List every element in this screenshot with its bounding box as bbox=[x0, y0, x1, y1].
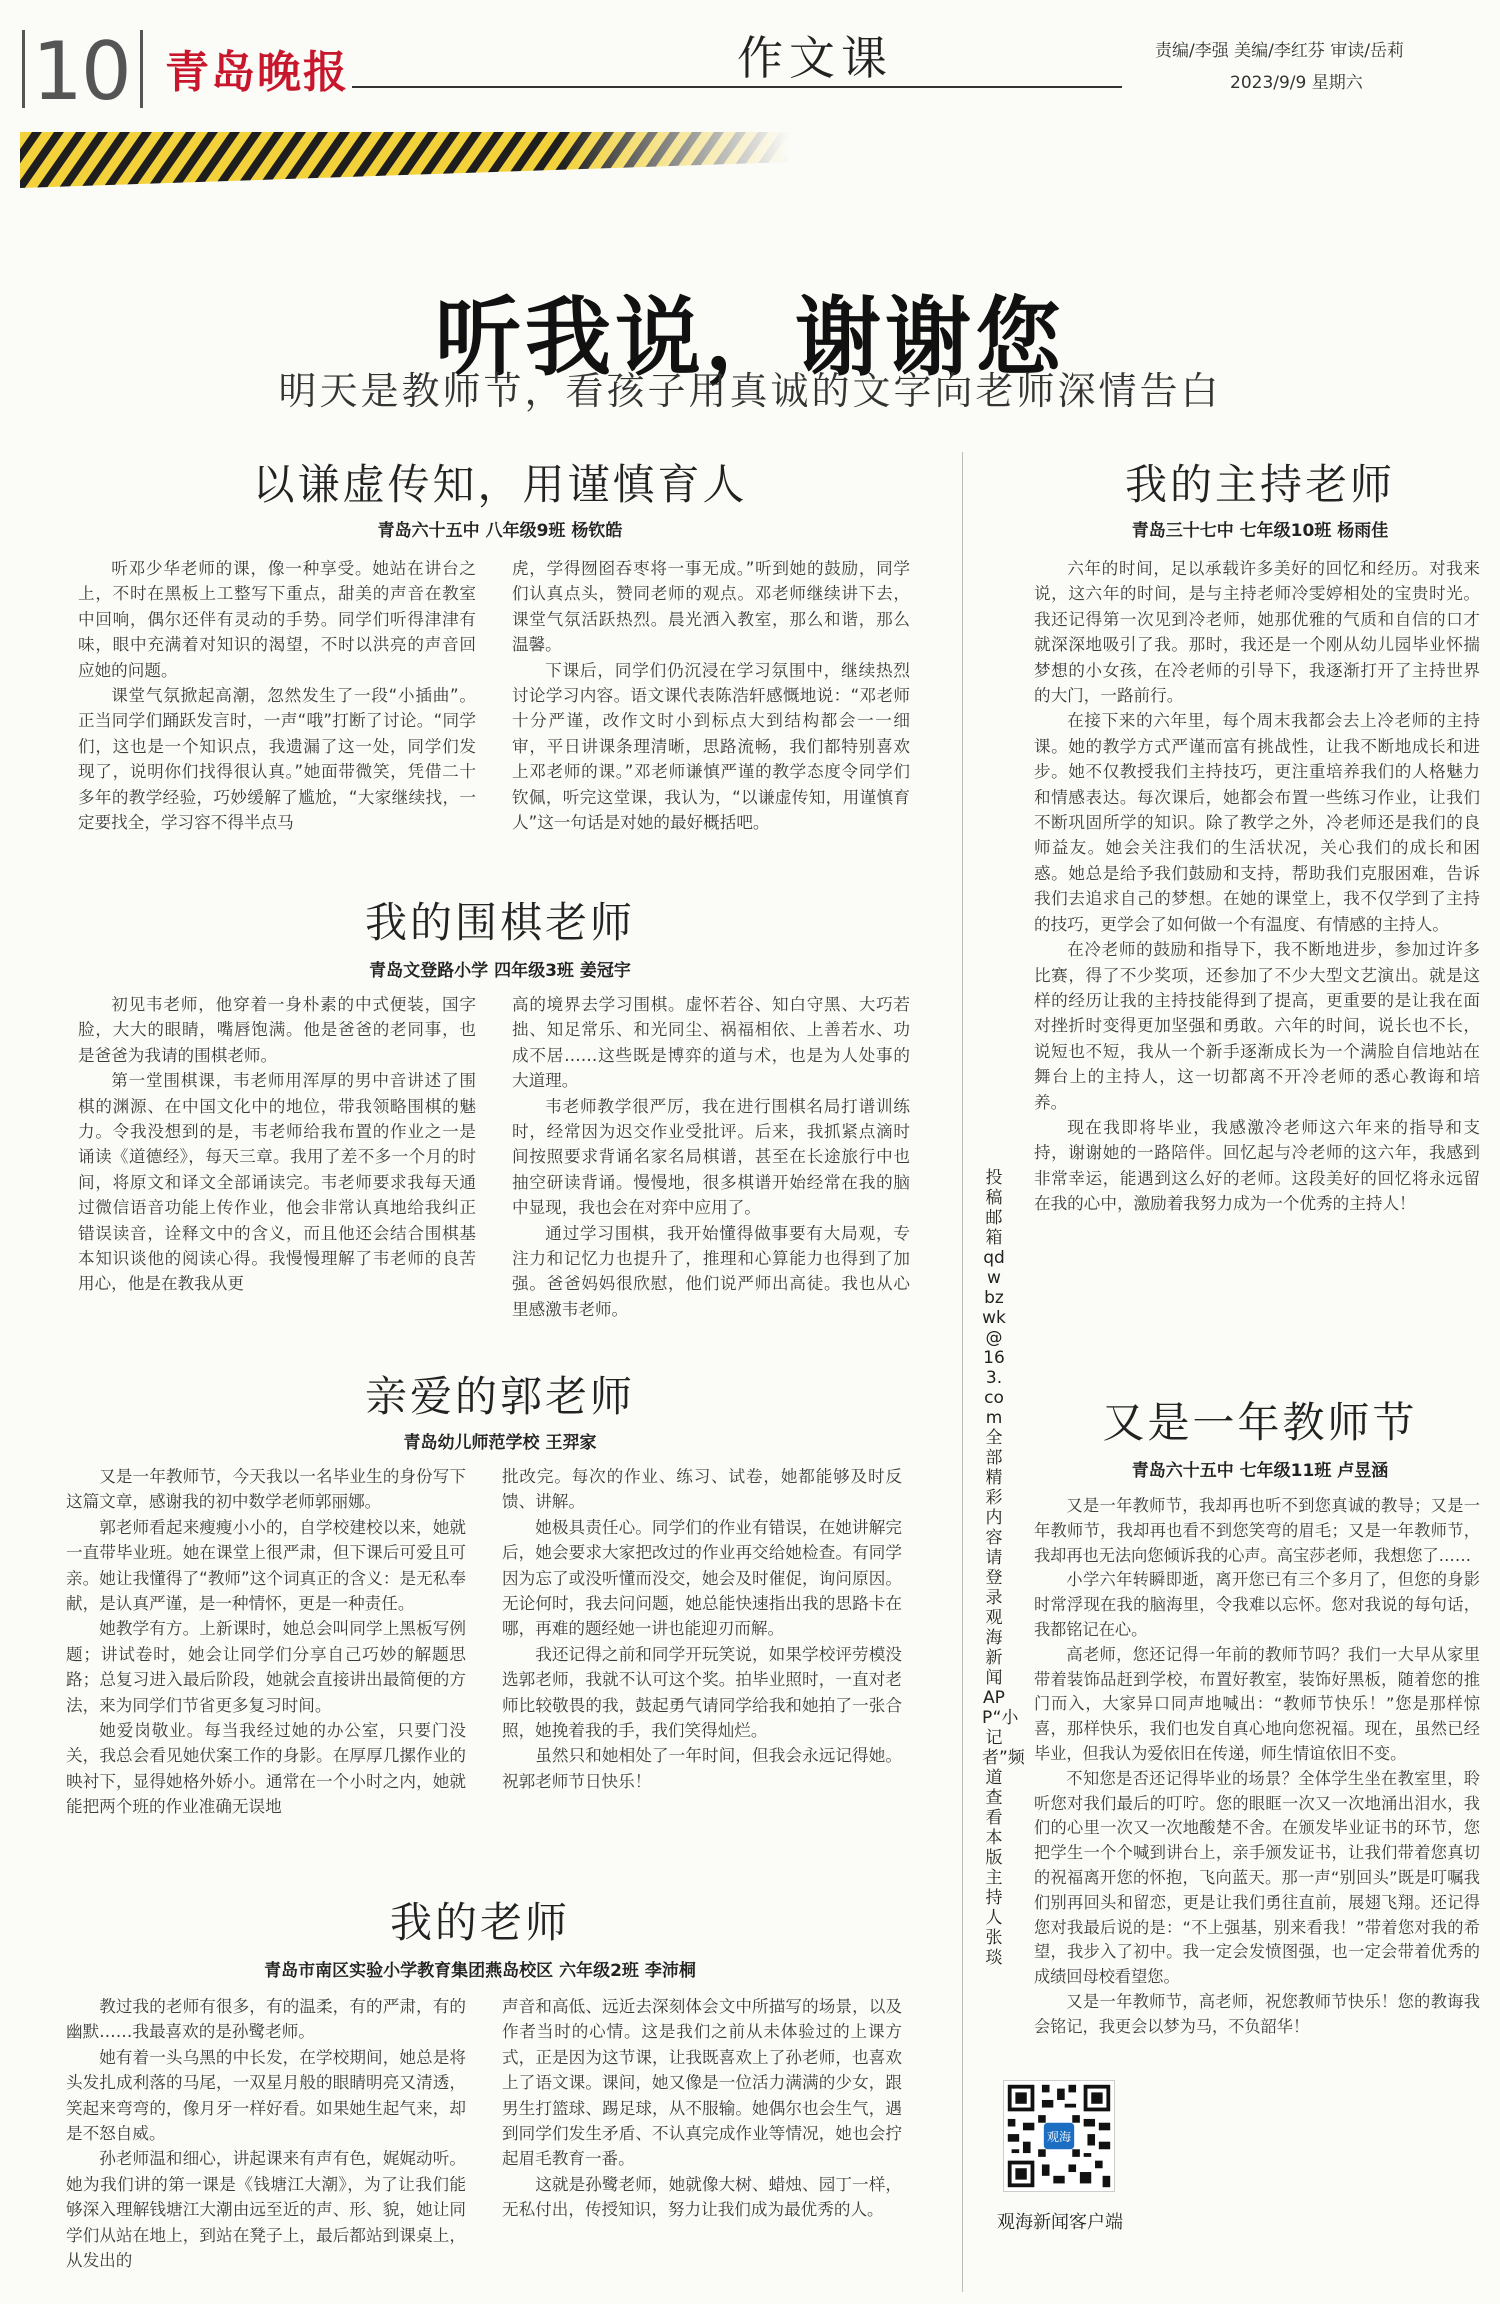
article-body-col1 bbox=[66, 1994, 466, 2294]
header-divider-left bbox=[22, 30, 25, 108]
article-byline: 青岛文登路小学 四年级3班 姜冠宇 bbox=[369, 961, 631, 981]
editor-credits: 责编/李强 美编/李红芬 审读/岳莉 bbox=[1155, 41, 1404, 61]
paragraph: 批改完。每次的作业、练习、试卷，她都能够及时反馈、讲解。 bbox=[502, 1467, 902, 1512]
paragraph: 这就是孙鹭老师，她就像大树、蜡烛、园丁一样，无私付出，传授知识，努力让我们成为最优秀的人。 bbox=[502, 2174, 902, 2220]
paragraph: 她极具责任心。同学们的作业有错误，在她讲解完后，她会要求大家把改过的作业再交给她检查。有同学因为忘了或没听懂而没交，她会及时催促，询问原因。无论何时，我去问问题，她总能快速指出我的思路卡在哪，再难的题经她一讲也能迎刃而解。 bbox=[502, 1517, 902, 1639]
article-title: 我的围棋老师 bbox=[364, 898, 635, 947]
paragraph: 不知您是否还记得毕业的场景？全体学生坐在教室里，聆听您对我们最后的叮咛。您的眼眶一次又一次地涌出泪水，我们的心里一次又一次地酸楚不舍。在颁发毕业证书的环节，您把学生一个个喊到讲台上，亲手颁发证书，让我们带着您真切的祝福离开您的怀抱，飞向蓝天。那一声“别回头”既是叮嘱我们别再回头和留恋，更是让我们勇往直前，展翅飞翔。还记得您对我最后说的是：“不上强基，别来看我！”带着您对我的希望，我步入了初中。我一定会发愤图强，也一定会带着优秀的成绩回母校看望您。 bbox=[1034, 1768, 1480, 1987]
sub-headline: 明天是教师节，看孩子用真诚的文字向老师深情告白 bbox=[278, 369, 1222, 413]
paragraph: 她教学有方。上新课时，她总会叫同学上黑板写例题；讲试卷时，她会让同学们分享自己巧妙的解题思路；总复习进入最后阶段，她就会直接讲出最简便的方法，来为同学们节省更多复习时间。 bbox=[66, 1619, 466, 1715]
paragraph: 孙老师温和细心，讲起课来有声有色，娓娓动听。她为我们讲的第一课是《钱塘江大潮》，为了让我们能够深入理解钱塘江大潮由远至近的声、形、貌，她让同学们从站在地上，到站在凳子上，最后都站到课桌上，从发出的 bbox=[66, 2149, 466, 2271]
paragraph: 她爱岗敬业。每当我经过她的办公室，只要门没关，我总会看见她伏案工作的身影。在厚厚几摞作业的映衬下，显得她格外娇小。通常在一个小时之内，她就能把两个班的作业准确无误地 bbox=[66, 1721, 466, 1817]
header-divider-right bbox=[140, 30, 143, 108]
article-byline: 青岛市南区实验小学教育集团燕岛校区 六年级2班 李沛桐 bbox=[264, 1961, 696, 1981]
article-byline: 青岛六十五中 七年级11班 卢昱涵 bbox=[1131, 1461, 1389, 1481]
article-body-col2 bbox=[512, 556, 910, 838]
paragraph: 课堂气氛掀起高潮，忽然发生了一段“小插曲”。正当同学们踊跃发言时，一声“哦”打断了讨论。“同学们，这也是一个知识点，我遗漏了这一处，同学们发现了，说明你们找得很认真。”她面带微笑，凭借二十多年的教学经验，巧妙缓解了尴尬，“大家继续找，一定要找全，学习容不得半点马 bbox=[78, 686, 476, 833]
paragraph: 声音和高低、远近去深刻体会文中所描写的场景，以及作者当时的心情。这是我们之前从未体验过的上课方式，正是因为这节课，让我既喜欢上了孙老师，也喜欢上了语文课。课间，她又像是一位活力满满的少女，跟男生打篮球、踢足球，从不服输。她偶尔也会生气，遇到同学们发生矛盾、不认真完成作业等情况，她也会拧起眉毛教育一番。 bbox=[502, 1997, 902, 2169]
article-title: 亲爱的郭老师 bbox=[364, 1372, 635, 1421]
paragraph: 通过学习围棋，我开始懂得做事要有大局观，专注力和记忆力也提升了，推理和心算能力也得到了加强。爸爸妈妈很欣慰，他们说严师出高徒。我也从心里感激韦老师。 bbox=[512, 1223, 910, 1319]
paragraph: 六年的时间，足以承载许多美好的回忆和经历。对我来说，这六年的时间，是与主持老师冷雯婷相处的宝贵时光。我还记得第一次见到冷老师，她那优雅的气质和自信的口才就深深地吸引了我。那时，我还是一个刚从幼儿园毕业怀揣梦想的小女孩，在冷老师的引导下，我逐渐打开了主持世界的大门，一路前行。 bbox=[1034, 559, 1480, 706]
page-number: 10 bbox=[32, 25, 130, 118]
qr-caption: 观海新闻客户端 bbox=[997, 2212, 1123, 2233]
article-byline: 青岛三十七中 七年级10班 杨雨佳 bbox=[1131, 521, 1389, 541]
article-byline: 青岛幼儿师范学校 王羿家 bbox=[403, 1433, 597, 1453]
submission-note: 投稿邮箱qdwbzwk@163.com全部精彩内容请登录观海新闻APP“小记者”频道查看 本版主持人 张琰 bbox=[982, 1168, 1025, 1968]
section-title: 作文课 bbox=[737, 31, 893, 85]
article-body-col1 bbox=[1034, 556, 1480, 1356]
paragraph: 现在我即将毕业，我感激冷老师这六年来的指导和支持，谢谢她的一路陪伴。回忆起与冷老师的这六年，我感到非常幸运，能遇到这么好的老师。这段美好的回忆将永远留在我的心中，激励着我努力成为一个优秀的主持人！ bbox=[1034, 1117, 1480, 1214]
column-separator bbox=[962, 452, 963, 2292]
paragraph: 她有着一头乌黑的中长发，在学校期间，她总是将头发扎成利落的马尾，一双星月般的眼睛明亮又清透，笑起来弯弯的，像月牙一样好看。如果她生起气来，却是不怒自威。 bbox=[66, 2047, 466, 2144]
paragraph: 第一堂围棋课，韦老师用浑厚的男中音讲述了围棋的渊源、在中国文化中的地位，带我领略围棋的魅力。令我没想到的是，韦老师给我布置的作业之一是诵读《道德经》，每天三章。我用了差不多一个月的时间，将原文和译文全部诵读完。韦老师要求我每天通过微信语音功能上传作业，他会非常认真地给我纠正错误读音，诠释文中的含义，而且他还会结合围棋基本知识谈他的阅读心得。我慢慢理解了韦老师的良苦用心，他是在教我从更 bbox=[78, 1071, 476, 1294]
article-title: 又是一年教师节 bbox=[1102, 1398, 1418, 1447]
paragraph: 我还记得之前和同学开玩笑说，如果学校评劳模没选郭老师，我就不认可这个奖。拍毕业照时，一直对老师比较敬畏的我，鼓起勇气请同学给我和她拍了一张合照，她挽着我的手，我们笑得灿烂。 bbox=[502, 1644, 902, 1741]
paragraph: 韦老师教学很严厉，我在进行围棋名局打谱训练时，经常因为迟交作业受批评。后来，我抓紧点滴时间按照要求背诵名家名局棋谱，甚至在长途旅行中也抽空研读背诵。慢慢地，很多棋谱开始经常在我的脑中显现，我也会在对弈中应用了。 bbox=[512, 1096, 910, 1218]
paragraph: 郭老师看起来瘦瘦小小的，自学校建校以来，她就一直带毕业班。她在课堂上很严肃，但下课后可爱且可亲。她让我懂得了“教师”这个词真正的含义：是无私奉献，是认真严谨，是一种情怀，更是一种责任。 bbox=[66, 1517, 466, 1614]
article-body-col2 bbox=[512, 992, 910, 1348]
article-title: 以谦虚传知，用谨慎育人 bbox=[252, 460, 748, 509]
paragraph: 小学六年转瞬即逝，离开您已有三个多月了，但您的身影时常浮现在我的脑海里，令我难以忘怀。您对我说的每句话，我都铭记在心。 bbox=[1034, 1570, 1480, 1639]
article-body-col1 bbox=[78, 992, 476, 1348]
paragraph: 教过我的老师有很多，有的温柔，有的严肃，有的幽默……我最喜欢的是孙鹭老师。 bbox=[66, 1997, 466, 2042]
article-title: 我的老师 bbox=[389, 1898, 570, 1947]
paragraph: 听邓少华老师的课，像一种享受。她站在讲台之上，不时在黑板上工整写下重点，甜美的声音在教室中回响，偶尔还伴有灵动的手势。同学们听得津津有味，眼中充满着对知识的渴望，不时以洪亮的声音回应她的问题。 bbox=[78, 559, 476, 680]
article-body-col1 bbox=[66, 1464, 466, 1854]
article-body-col2 bbox=[502, 1994, 902, 2294]
qr-badge-text: 观海 bbox=[1046, 2129, 1072, 2144]
article-title: 我的主持老师 bbox=[1124, 460, 1395, 509]
paragraph: 虽然只和她相处了一年时间，但我会永远记得她。祝郭老师节日快乐！ bbox=[502, 1746, 902, 1791]
paragraph: 下课后，同学们仍沉浸在学习氛围中，继续热烈讨论学习内容。语文课代表陈浩轩感慨地说：“邓老师十分严谨，改作文时小到标点大到结构都会一一细审，平日讲课条理清晰，思路流畅，我们都特别喜欢上邓老师的课。”邓老师谦慎严谨的教学态度令同学们钦佩，听完这堂课，我认为，“以谦虚传知，用谨慎育人”这一句话是对她的最好概括吧。 bbox=[512, 660, 910, 833]
paragraph: 又是一年教师节，我却再也听不到您真诚的教导；又是一年教师节，我却再也看不到您笑弯的眉毛；又是一年教师节，我却再也无法向您倾诉我的心声。高宝莎老师，我想您了…… bbox=[1034, 1496, 1480, 1565]
article-byline: 青岛六十五中 八年级9班 杨钦皓 bbox=[377, 521, 623, 541]
article-body-col1 bbox=[78, 556, 476, 838]
header-rule bbox=[352, 86, 1122, 88]
decorative-stripes bbox=[20, 132, 790, 188]
paragraph: 在接下来的六年里，每个周末我都会去上冷老师的主持课。她的教学方式严谨而富有挑战性，让我不断地成长和进步。她不仅教授我们主持技巧，更注重培养我们的人格魅力和情感表达。每次课后，她都会布置一些练习作业，让我们不断巩固所学的知识。除了教学之外，冷老师还是我们的良师益友。她会关注我们的生活状况，关心我们的成长和困惑。她总是给予我们鼓励和支持，帮助我们克服困难，告诉我们去追求自己的梦想。在她的课堂上，我不仅学到了主持的技巧，更学会了如何做一个有温度、有情感的主持人。 bbox=[1034, 711, 1480, 934]
main-headline: 听我说，谢谢您 bbox=[435, 287, 1065, 388]
paragraph: 高老师，您还记得一年前的教师节吗？我们一大早从家里带着装饰品赶到学校，布置好教室，装饰好黑板，随着您的推门而入，大家异口同声地喊出：“教师节快乐！”您是那样惊喜，那样快乐，我们也发自真心地向您祝福。现在，虽然已经毕业，但我认为爱依旧在传递，师生情谊依旧不变。 bbox=[1034, 1644, 1480, 1763]
newspaper-logo: 青岛晚报 bbox=[165, 47, 349, 98]
paragraph: 高的境界去学习围棋。虚怀若谷、知白守黑、大巧若拙、知足常乐、和光同尘、祸福相依、上善若水、功成不居……这些既是博弈的道与术，也是为人处事的大道理。 bbox=[512, 995, 910, 1091]
qr-code-icon[interactable] bbox=[1003, 2080, 1115, 2192]
paragraph: 初见韦老师，他穿着一身朴素的中式便装，国字脸，大大的眼睛，嘴唇饱满。他是爸爸的老同事，也是爸爸为我请的围棋老师。 bbox=[78, 995, 476, 1065]
paragraph: 又是一年教师节，今天我以一名毕业生的身份写下这篇文章，感谢我的初中数学老师郭丽娜。 bbox=[66, 1467, 466, 1512]
issue-date: 2023/9/9 星期六 bbox=[1230, 73, 1363, 93]
paragraph: 又是一年教师节，高老师，祝您教师节快乐！您的教诲我会铭记，我更会以梦为马，不负韶华！ bbox=[1034, 1991, 1480, 2036]
article-body-col2 bbox=[502, 1464, 902, 1854]
paragraph: 在冷老师的鼓励和指导下，我不断地进步，参加过许多比赛，得了不少奖项，还参加了不少大型文艺演出。就是这样的经历让我的主持技能得到了提高，更重要的是让我在面对挫折时变得更加坚强和勇敢。六年的时间，说长也不长，说短也不短，我从一个新手逐渐成长为一个满脸自信地站在舞台上的主持人，这一切都离不开冷老师的悉心教诲和培养。 bbox=[1034, 940, 1480, 1112]
paragraph: 虎，学得囫囵吞枣将一事无成。”听到她的鼓励，同学们认真点头，赞同老师的观点。邓老师继续讲下去，课堂气氛活跃热烈。晨光洒入教室，那么和谐，那么温馨。 bbox=[512, 559, 910, 655]
